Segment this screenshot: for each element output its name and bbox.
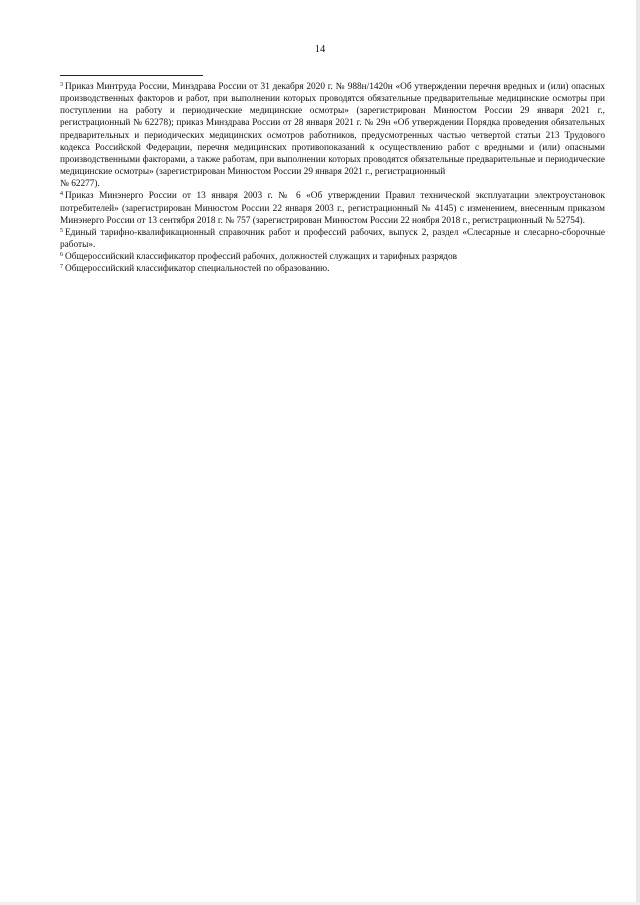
- footnote-line: Федерации, перечня медицинских противопоказаний к осуществлению работ с вредными и (или) опасными: [145, 142, 605, 153]
- footnote-line: медицинских осмотров работников, предусмотренных частью четвертой статьи 213 Трудового кодекса Российской: [60, 130, 605, 153]
- footnote-mark: 7: [60, 264, 63, 271]
- footnotes-block: [60, 81, 605, 276]
- footnote-line: Приказ Минтруда России, Минздрава России от 31 декабря 2020 г. № 988н/1420н «Об утверждении перечня вредных: [65, 82, 538, 92]
- footnote-line: (зарегистрирован Минюстом России 29 января 2021 г., регистрационный № 62278); приказ Минздрава России: [60, 106, 605, 129]
- footnote-line: № 62277).: [60, 179, 100, 190]
- footnote-mark: 5: [60, 227, 63, 234]
- footnote-line: России 22 ноября 2018 г., регистрационный № 52754).: [370, 215, 585, 226]
- footnote-line: Общероссийский классификатор профессий рабочих, должностей служащих и тарифных разрядов: [65, 252, 458, 263]
- footnote-line: регистрационный: [374, 167, 446, 178]
- footnote-line: Приказ Минэнерго России от 13 января 2003 г. № 6 «Об утверждении Правил технической эксплуатации: [65, 191, 530, 202]
- footnote-line: и (или) опасных производственных факторов и работ, при выполнении которых проводятся обязательные: [60, 82, 606, 105]
- footnote-line: электроустановок потребителей» (зарегистрирован Минюстом России 22 января 2003 г., регистрационный № 4145) с: [60, 191, 605, 214]
- footnote-line: от 28 января 2021 г. № 29н «Об утверждении Порядка проведения обязательных предварительных и периодических: [60, 118, 605, 141]
- footnote-mark: 6: [60, 252, 63, 259]
- footnote-3: [60, 81, 605, 190]
- footnote-line: производственными факторами, а также работам, при выполнении которых проводятся обязательные: [60, 154, 464, 165]
- footnote-mark: 4: [60, 191, 63, 198]
- footnote-line: предварительные и периодические медицинские осмотры» (зарегистрирован Минюстом России 29 января 2021 г.,: [60, 154, 605, 178]
- footnote-line: слесарно-сборочные работы».: [60, 227, 605, 251]
- page-number: 14: [314, 44, 326, 55]
- footnote-mark: 3: [60, 82, 63, 88]
- footnote-line: Единый тарифно-квалификационный справочник работ и профессий рабочих, выпуск 2, раздел «Слесарные и: [65, 227, 520, 238]
- footnote-5: [60, 227, 605, 251]
- footnote-line: Общероссийский классификатор специальностей по образованию.: [65, 264, 330, 275]
- footnote-separator: [60, 75, 203, 76]
- footnote-7: [60, 263, 605, 275]
- scan-edge-shadow: [636, 0, 640, 905]
- footnote-line: предварительные медицинские осмотры при поступлении на работу и периодические медицинские осмотры»: [60, 94, 605, 117]
- footnote-line: изменением, внесенным приказом Минэнерго России от 13 сентября 2018 г. № 757 (зарегистрирован Минюстом: [60, 203, 605, 226]
- footnote-6: [60, 251, 605, 263]
- footnote-4: [60, 190, 605, 226]
